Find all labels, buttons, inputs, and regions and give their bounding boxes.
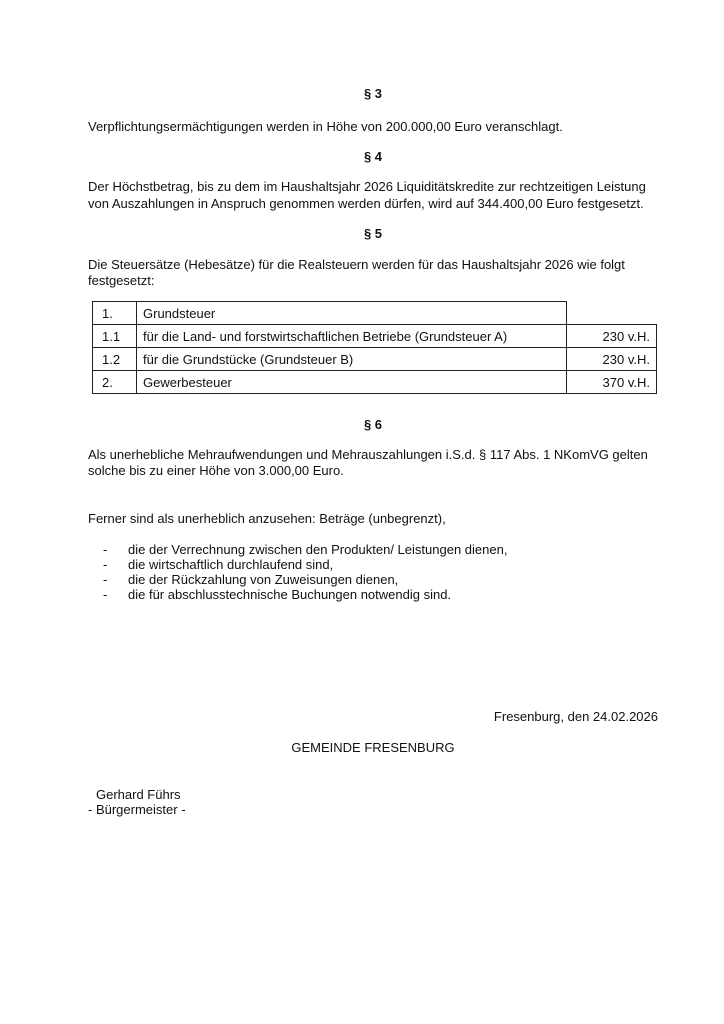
dash-bullet: - xyxy=(103,542,108,557)
row-rate xyxy=(567,302,657,325)
list-item xyxy=(103,557,507,572)
section-6-line1: Als unerhebliche Mehraufwendungen und Mehrauszahlungen i.S.d. § 117 Abs. 1 NKomVG gelten xyxy=(88,447,648,462)
section-5-line1: Die Steuersätze (Hebesätze) für die Realsteuern werden für das Haushaltsjahr 2026 wie folgt xyxy=(88,257,625,272)
section-6-further: Ferner sind als unerheblich anzusehen: Beträge (unbegrenzt), xyxy=(88,511,446,526)
exemption-list xyxy=(103,542,507,602)
section-4-line1: Der Höchstbetrag, bis zu dem im Haushaltsjahr 2026 Liquiditätskredite zur rechtzeitigen Leistung xyxy=(88,179,646,194)
row-description: Grundsteuer xyxy=(137,302,567,325)
row-number: 1.1 xyxy=(93,325,137,348)
section-5-heading: § 5 xyxy=(363,226,383,241)
dash-bullet: - xyxy=(103,572,108,587)
row-number: 2. xyxy=(93,371,137,394)
row-rate: 370 v.H. xyxy=(567,371,657,394)
dash-bullet: - xyxy=(103,587,108,602)
list-item xyxy=(103,572,507,587)
row-description: für die Land- und forstwirtschaftlichen Betriebe (Grundsteuer A) xyxy=(137,325,567,348)
section-6-line2: solche bis zu einer Höhe von 3.000,00 Euro. xyxy=(88,463,344,478)
list-item-text: die der Verrechnung zwischen den Produkten/ Leistungen dienen, xyxy=(128,542,508,557)
signatory-title: - Bürgermeister - xyxy=(88,802,186,817)
table-row xyxy=(93,302,657,325)
row-number: 1. xyxy=(93,302,137,325)
section-4-line2: von Auszahlungen in Anspruch genommen werden dürfen, wird auf 344.400,00 Euro festgesetzt. xyxy=(88,196,644,211)
section-6-heading: § 6 xyxy=(363,417,383,432)
table-row xyxy=(93,325,657,348)
tax-rate-table xyxy=(92,301,657,394)
row-description: Gewerbesteuer xyxy=(137,371,567,394)
row-description: für die Grundstücke (Grundsteuer B) xyxy=(137,348,567,371)
table-row xyxy=(93,371,657,394)
list-item xyxy=(103,542,507,557)
list-item xyxy=(103,587,507,602)
table-row xyxy=(93,348,657,371)
section-3-heading: § 3 xyxy=(363,86,383,101)
row-rate: 230 v.H. xyxy=(567,325,657,348)
place-date: Fresenburg, den 24.02.2026 xyxy=(493,709,658,724)
list-item-text: die für abschlusstechnische Buchungen notwendig sind. xyxy=(128,587,452,602)
section-4-heading: § 4 xyxy=(363,149,383,164)
list-item-text: die wirtschaftlich durchlaufend sind, xyxy=(128,557,334,572)
signatory-name: Gerhard Führs xyxy=(96,787,181,802)
municipality-name: GEMEINDE FRESENBURG xyxy=(291,740,455,755)
list-item-text: die der Rückzahlung von Zuweisungen dienen, xyxy=(128,572,399,587)
dash-bullet: - xyxy=(103,557,108,572)
section-5-line2: festgesetzt: xyxy=(88,273,155,288)
row-rate: 230 v.H. xyxy=(567,348,657,371)
section-3-text: Verpflichtungsermächtigungen werden in Höhe von 200.000,00 Euro veranschlagt. xyxy=(88,119,563,134)
row-number: 1.2 xyxy=(93,348,137,371)
